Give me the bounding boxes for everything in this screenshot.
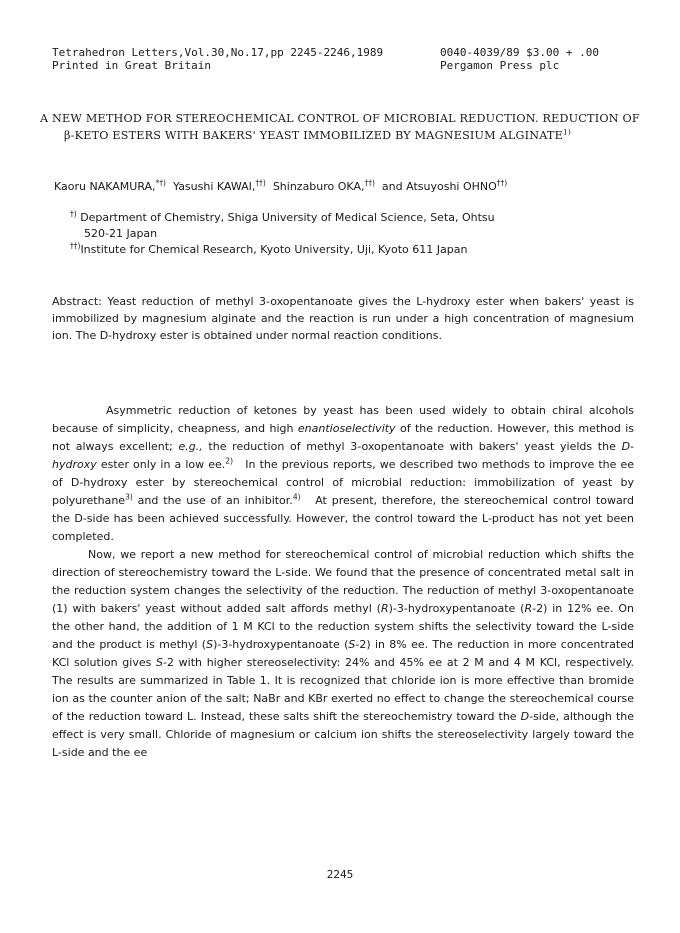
affiliation-2-mark: ††) — [70, 241, 81, 251]
author-4: Atsuyoshi OHNO — [406, 180, 497, 193]
p1-s2: of the reduction. However, this method is not always excellent; — [52, 422, 635, 453]
title-footnote-mark: 1) — [562, 127, 572, 137]
ref-3: 3) — [125, 492, 133, 502]
paper-title — [40, 110, 640, 144]
publisher: Pergamon Press plc — [440, 59, 560, 72]
p2-d: D — [520, 710, 530, 723]
author-3-mark: ††) — [364, 178, 375, 188]
p1-s4: ester only in a low ee. — [100, 458, 226, 471]
printed-in: Printed in Great Britain — [52, 59, 211, 72]
affiliation-2 — [70, 242, 650, 258]
abstract-label: Abstract: — [52, 295, 102, 308]
p2-s1: Now, we report a new method for stereochemical control of microbial reduction which shifts the direction of stereochemistry toward the L-side. We found that the presence of concentrated metal salt in the reduction system changes the selectivity of the reduction. The reduction of methyl 3-oxopentanoate (1) with bakers' yeast without added salt affords methyl ( — [52, 548, 634, 615]
author-1-mark: *†) — [155, 178, 166, 188]
body-text — [52, 402, 634, 762]
issn-price: 0040-4039/89 $3.00 + .00 — [440, 46, 599, 59]
p2-r: R — [380, 602, 389, 615]
page-number: 2245 — [326, 868, 354, 881]
p1-s5: In the previous reports, we described two methods to improve the ee of D-hydroxy ester by stereochemical control of microbial reduction: immobilization of yeast by polyurethane — [52, 458, 634, 507]
p1-s3: the reduction of methyl 3-oxopentanoate with bakers' yeast yields the — [208, 440, 616, 453]
author-and: and — [381, 180, 403, 193]
paragraph-1 — [52, 402, 634, 546]
affiliation-1-mark: †) — [70, 209, 77, 219]
p2-s3: -2) in 12% ee. On the other hand, the addition of 1 M KCl to the reduction system shifts the selectivity toward the L-side and the product is methyl ( — [52, 602, 634, 651]
author-2: Yasushi KAWAI, — [172, 180, 256, 193]
author-list — [54, 180, 654, 193]
title-line-1: A NEW METHOD FOR STEREOCHEMICAL CONTROL OF MICROBIAL REDUCTION. REDUCTION OF — [40, 112, 640, 125]
p1-s1: Asymmetric reduction of ketones by yeast has been used widely to obtain chiral alcohols because of simplicity, cheapness, and high — [52, 404, 634, 435]
p1-s6: and the use of an inhibitor. — [137, 494, 293, 507]
ref-2: 2) — [225, 456, 233, 466]
affiliation-1-text: Department of Chemistry, Shiga University of Medical Science, Seta, Ohtsu — [80, 211, 495, 224]
ref-4: 4) — [292, 492, 301, 502]
p1-s7: At present, therefore, the stereochemical control toward the D-side has been achieved successfully. However, the control toward the L-product has not yet been completed. — [52, 494, 634, 543]
p2-sc: S — [156, 656, 164, 669]
p1-em3: D-hydroxy — [52, 440, 635, 471]
p2-sb: S — [348, 638, 356, 651]
title-line-2 — [40, 127, 640, 144]
p2-s6: -2 with higher stereoselectivity: 24% and 45% ee at 2 M and 4 M KCl, respectively. The results are summarized in Table 1. It is recognized that chloride ion is more effective than bromide ion as the counter anion of the salt; NaBr and KBr exerted no effect to change the stereochemical course of the reduction toward L. Instead, these salts shift the stereochemistry toward the — [52, 656, 634, 723]
paragraph-2 — [52, 546, 634, 762]
author-2-mark: ††) — [255, 178, 266, 188]
affiliations — [70, 210, 650, 258]
p2-r2: R — [524, 602, 533, 615]
journal-header — [52, 46, 632, 72]
affiliation-1 — [70, 210, 650, 226]
author-4-mark: ††) — [496, 178, 508, 188]
author-1: Kaoru NAKAMURA, — [54, 180, 156, 193]
title-line-2-text: β-KETO ESTERS WITH BAKERS' YEAST IMMOBILIZED BY MAGNESIUM ALGINATE — [64, 129, 563, 142]
affiliation-1-cont: 520-21 Japan — [84, 227, 158, 240]
p2-s4: )-3-hydroxypentanoate ( — [213, 638, 349, 651]
abstract-text: Yeast reduction of methyl 3-oxopentanoate gives the L-hydroxy ester when bakers' yeast is immobilized by magnesium alginate and the reaction is run under a high concentration of magnesium ion. The D-hydroxy ester is obtained under normal reaction conditions. — [52, 295, 635, 342]
p2-sa: S — [206, 638, 214, 651]
author-3: Shinzaburo OKA, — [272, 180, 365, 193]
p1-em2: e.g., — [178, 440, 203, 453]
p2-s7: -side, although the effect is very small. Chloride of magnesium or calcium ion shifts the stereoselectivity largely toward the L-side and the ee — [52, 710, 634, 759]
p2-s2: )-3-hydroxypentanoate ( — [388, 602, 525, 615]
p1-em1: enantioselectivity — [297, 422, 396, 435]
p2-s5: -2) in 8% ee. The reduction in more concentrated KCl solution gives — [52, 638, 634, 669]
journal-citation: Tetrahedron Letters,Vol.30,No.17,pp 2245-2246,1989 — [52, 46, 384, 59]
abstract — [52, 293, 634, 344]
affiliation-2-text: Institute for Chemical Research, Kyoto University, Uji, Kyoto 611 Japan — [80, 243, 468, 256]
